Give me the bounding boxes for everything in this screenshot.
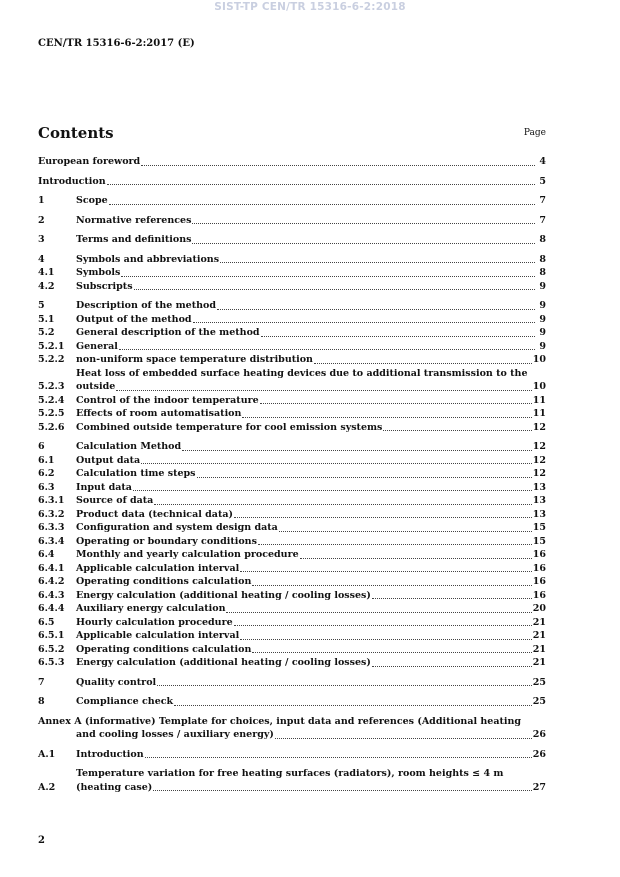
toc-entry-number: 5.2.1 — [38, 340, 65, 352]
toc-entry-number: 6.3.4 — [38, 535, 65, 547]
toc-entry-number: 4.1 — [38, 267, 55, 278]
toc-entry-number: 8 — [38, 696, 45, 707]
toc-entry-number: 5.2 — [38, 327, 55, 338]
toc-entry[interactable] — [38, 562, 546, 576]
toc-entry-page: 16 — [532, 589, 546, 601]
toc-entry-number: 6.3.2 — [38, 508, 65, 520]
toc-entry-number: A.2 — [38, 781, 56, 793]
toc-entry-title: Source of data — [76, 495, 154, 506]
toc-entry-number: 6.3.3 — [38, 522, 65, 533]
toc-entry-page: 9 — [539, 280, 546, 292]
toc-entry[interactable] — [38, 266, 546, 280]
toc-entry-page: 25 — [532, 696, 546, 707]
toc-entry-page: 9 — [539, 340, 546, 352]
toc-entry-title: Configuration and system design data — [76, 522, 278, 533]
toc-entry[interactable] — [38, 521, 546, 535]
toc-entry-number: 6.4.3 — [38, 589, 65, 601]
toc-entry-page: 26 — [532, 748, 546, 760]
toc-entry[interactable] — [38, 367, 546, 394]
toc-entry-title: Output data — [76, 454, 141, 466]
toc-entry[interactable] — [38, 299, 546, 313]
toc-entry-title: General — [76, 340, 118, 352]
toc-entry-number: 6.5.3 — [38, 657, 65, 668]
toc-entry-page: 11 — [532, 394, 546, 406]
toc-entry[interactable] — [38, 695, 546, 709]
toc-entry[interactable] — [38, 340, 546, 354]
toc-entry-title: Effects of room automatisation — [76, 408, 242, 419]
toc-entry-title: Operating conditions calculation — [76, 576, 252, 587]
toc-entry-number: 5.2.2 — [38, 354, 65, 365]
toc-entry[interactable] — [38, 589, 546, 603]
toc-entry-title: Heat loss of embedded surface heating devices due to additional transmission to the — [76, 367, 528, 379]
toc-entry-page: 13 — [532, 481, 546, 493]
toc-entry-title: Normative references — [76, 214, 192, 226]
toc-entry-page: 13 — [532, 508, 546, 520]
toc-entry-page: 9 — [539, 313, 546, 325]
toc-entry-number: 6.4.2 — [38, 576, 65, 587]
toc-entry-title: Product data (technical data) — [76, 508, 233, 520]
toc-entry-page: 12 — [532, 468, 546, 479]
toc-entry-number: 6.5.2 — [38, 643, 65, 655]
toc-entry-title: Combined outside temperature for cool emission systems — [76, 421, 383, 433]
toc-entry-page: 9 — [539, 327, 546, 338]
toc-entry-title: non-uniform space temperature distribution — [76, 354, 313, 365]
toc-entry-page: 15 — [532, 522, 546, 533]
toc-entry-number: 5.2.5 — [38, 408, 65, 419]
toc-entry-title-continued: outside — [76, 381, 116, 392]
toc-entry-title: Control of the indoor temperature — [76, 394, 259, 406]
toc-entry-number: 3 — [38, 234, 45, 245]
toc-entry-title: Auxiliary energy calculation — [76, 603, 226, 614]
toc-entry-page: 21 — [532, 657, 546, 668]
toc-entry[interactable] — [38, 233, 546, 247]
toc-entry-number: 5.2.6 — [38, 421, 65, 433]
toc-entry-page: 20 — [532, 603, 546, 614]
toc-entry[interactable] — [38, 616, 546, 630]
table-of-contents — [38, 155, 546, 794]
toc-entry-number: 6.5.1 — [38, 630, 65, 641]
toc-entry[interactable] — [38, 656, 546, 670]
page-number: 2 — [38, 835, 45, 846]
toc-entry-page: 11 — [532, 408, 546, 419]
toc-entry-title: Output of the method — [76, 313, 192, 325]
toc-entry-title: Symbols and abbreviations — [76, 253, 220, 265]
toc-entry-page: 15 — [532, 535, 546, 547]
toc-entry-number: 5.2.4 — [38, 394, 65, 406]
toc-entry-title: Operating conditions calculation — [76, 643, 252, 655]
toc-entry-title: Hourly calculation procedure — [76, 616, 233, 628]
toc-entry-page: 16 — [532, 562, 546, 574]
page-column-label: Page — [523, 128, 546, 138]
toc-entry-title: General description of the method — [76, 327, 260, 338]
toc-entry[interactable] — [38, 467, 546, 481]
toc-entry-page: 27 — [532, 781, 546, 793]
toc-entry-title: Annex A (informative) Template for choices, input data and references (Additional heating — [38, 715, 522, 727]
toc-entry-title: Compliance check — [76, 696, 174, 707]
toc-entry-number: 4.2 — [38, 280, 55, 292]
toc-entry-title: Description of the method — [76, 300, 216, 311]
watermark: SIST-TP CEN/TR 15316-6-2:2018 — [214, 1, 406, 13]
toc-entry-number: 6 — [38, 441, 45, 452]
toc-entry-number: 2 — [38, 214, 45, 226]
toc-entry-title: Applicable calculation interval — [76, 562, 240, 574]
toc-entry-page: 7 — [539, 195, 546, 206]
toc-entry[interactable] — [38, 326, 546, 340]
toc-entry-number: 6.5 — [38, 616, 55, 628]
toc-entry[interactable] — [38, 575, 546, 589]
toc-entry-title-continued: (heating case) — [76, 781, 153, 793]
toc-entry[interactable] — [38, 194, 546, 208]
toc-entry[interactable] — [38, 602, 546, 616]
toc-entry-title: Subscripts — [76, 280, 133, 292]
toc-entry-page: 12 — [532, 441, 546, 452]
toc-entry-page: 8 — [539, 267, 546, 278]
toc-entry-title: Calculation time steps — [76, 468, 196, 479]
toc-entry[interactable] — [38, 407, 546, 421]
toc-entry-number: 6.4 — [38, 549, 55, 560]
document-id: CEN/TR 15316-6-2:2017 (E) — [38, 38, 195, 49]
toc-entry-number: 4 — [38, 253, 45, 265]
toc-entry[interactable] — [38, 155, 546, 169]
toc-entry-title: Applicable calculation interval — [76, 630, 240, 641]
toc-entry-page: 9 — [539, 300, 546, 311]
toc-entry-page: 5 — [539, 175, 546, 187]
toc-entry[interactable] — [38, 421, 546, 435]
toc-entry-page: 4 — [539, 156, 546, 167]
toc-entry[interactable] — [38, 313, 546, 327]
toc-entry-title: Quality control — [76, 676, 157, 688]
toc-entry[interactable] — [38, 676, 546, 690]
toc-entry-title-continued: and cooling losses / auxiliary energy) — [76, 729, 274, 740]
toc-entry[interactable] — [38, 481, 546, 495]
toc-entry[interactable] — [38, 440, 546, 454]
toc-entry[interactable] — [38, 548, 546, 562]
toc-entry-number: 6.3.1 — [38, 495, 65, 506]
toc-entry-number: 6.3 — [38, 481, 55, 493]
toc-entry-title: Symbols — [76, 267, 121, 278]
toc-entry-title: Input data — [76, 481, 132, 493]
toc-entry[interactable] — [38, 454, 546, 468]
toc-entry[interactable] — [38, 767, 546, 794]
toc-entry[interactable] — [38, 280, 546, 294]
toc-entry-page: 13 — [532, 495, 546, 506]
toc-entry[interactable] — [38, 643, 546, 657]
toc-entry-page: 21 — [532, 643, 546, 655]
toc-entry-title: Energy calculation (additional heating / cooling losses) — [76, 657, 371, 668]
toc-entry-page: 16 — [532, 549, 546, 560]
toc-entry-number: 6.4.4 — [38, 603, 65, 614]
toc-entry-number: 6.1 — [38, 454, 55, 466]
toc-entry[interactable] — [38, 214, 546, 228]
toc-entry-title: Temperature variation for free heating surfaces (radiators), room heights ≤ 4 m — [76, 768, 504, 779]
toc-entry-page: 10 — [532, 354, 546, 365]
toc-entry[interactable] — [38, 494, 546, 508]
toc-entry-page: 16 — [532, 576, 546, 587]
toc-entry-number: 7 — [38, 676, 45, 688]
toc-entry-title: Monthly and yearly calculation procedure — [76, 549, 299, 560]
toc-entry[interactable] — [38, 253, 546, 267]
toc-entry-title: Scope — [76, 195, 108, 206]
toc-entry[interactable] — [38, 508, 546, 522]
toc-entry-page: 21 — [532, 616, 546, 628]
toc-entry-page: 7 — [539, 214, 546, 226]
page-title: Contents — [38, 124, 114, 142]
toc-entry-page: 8 — [539, 253, 546, 265]
toc-entry-page: 12 — [532, 454, 546, 466]
toc-entry-title: Calculation Method — [76, 441, 182, 452]
toc-entry-title: European foreword — [38, 156, 141, 167]
toc-entry-number: 5 — [38, 300, 45, 311]
toc-entry-title: Terms and definitions — [76, 234, 192, 245]
toc-entry-page: 26 — [532, 729, 546, 740]
toc-entry-page: 21 — [532, 630, 546, 641]
toc-entry-number: 5.1 — [38, 313, 55, 325]
toc-entry-number: 6.4.1 — [38, 562, 65, 574]
toc-entry[interactable] — [38, 175, 546, 189]
toc-entry-title: Operating or boundary conditions — [76, 535, 257, 547]
toc-entry-number: A.1 — [38, 748, 56, 760]
toc-entry[interactable] — [38, 535, 546, 549]
toc-entry-number: 1 — [38, 195, 45, 206]
toc-entry-page: 12 — [532, 421, 546, 433]
toc-entry-annex[interactable] — [38, 715, 546, 742]
toc-entry[interactable] — [38, 353, 546, 367]
toc-entry-title: Energy calculation (additional heating / cooling losses) — [76, 589, 371, 601]
toc-entry-number: 6.2 — [38, 468, 55, 479]
toc-entry-page: 10 — [532, 381, 546, 392]
toc-entry-title: Introduction — [76, 748, 144, 760]
toc-entry[interactable] — [38, 629, 546, 643]
toc-entry-page: 25 — [532, 676, 546, 688]
toc-entry-page: 8 — [539, 234, 546, 245]
toc-entry-number: 5.2.3 — [38, 381, 65, 392]
toc-entry-title: Introduction — [38, 175, 106, 187]
toc-entry[interactable] — [38, 394, 546, 408]
toc-entry[interactable] — [38, 748, 546, 762]
